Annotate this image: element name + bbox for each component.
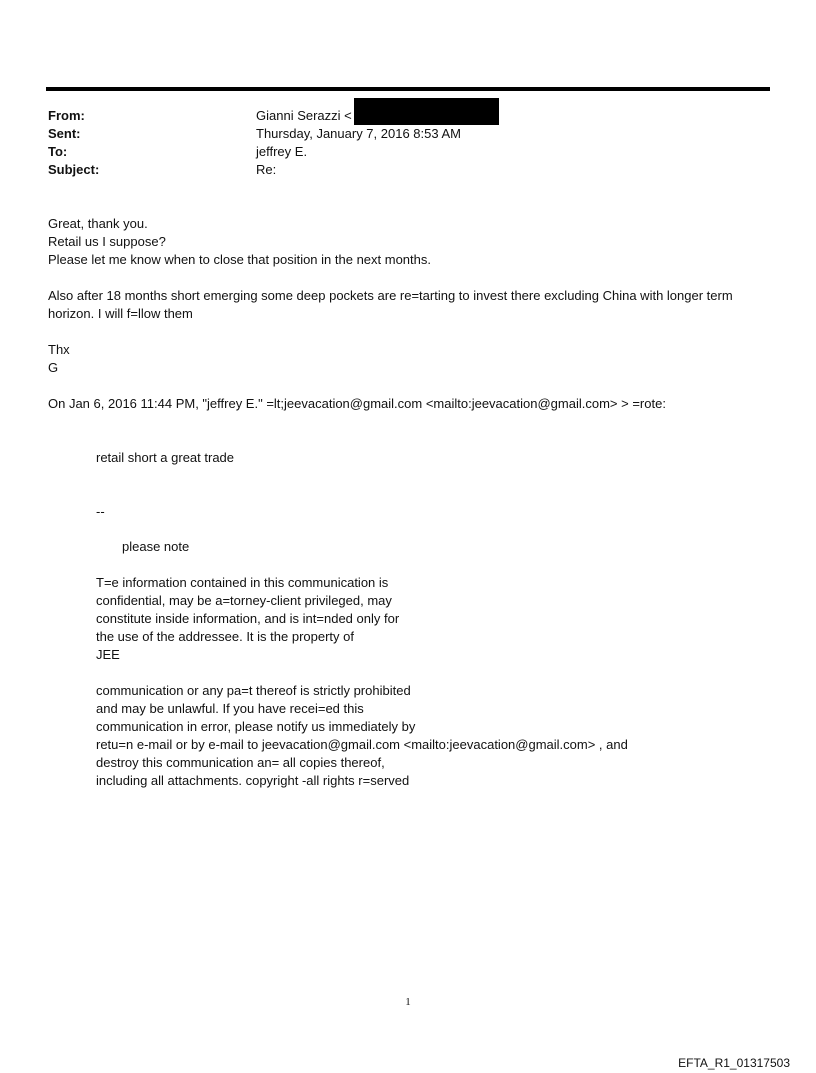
quoted-message: retail short a great trade [96, 450, 235, 465]
redaction-box [354, 98, 499, 125]
body-line: Great, thank you. [48, 216, 148, 231]
notice-line: the use of the addressee. It is the property of [96, 629, 354, 644]
notice-line: communication or any pa=t thereof is strictly prohibited [96, 683, 411, 698]
from-label: From: [48, 108, 85, 123]
subject-label: Subject: [48, 162, 100, 177]
body-line: Please let me know when to close that position in the next months. [48, 252, 431, 267]
notice-line: JEE [96, 647, 120, 662]
notice-line: confidential, may be a=torney-client privileged, may [96, 593, 392, 608]
quote-header: On Jan 6, 2016 11:44 PM, "jeffrey E." =lt;jeevacation@gmail.com <mailto:jeevacation@gmail.com> > =rote: [48, 396, 666, 411]
page-number: 1 [405, 996, 411, 1008]
to-value: jeffrey E. [256, 144, 308, 159]
subject-value: Re: [256, 162, 277, 177]
sent-value: Thursday, January 7, 2016 8:53 AM [256, 126, 461, 141]
please-note: please note [122, 539, 190, 554]
notice-line: T=e information contained in this communication is [96, 575, 389, 590]
notice-line: and may be unlawful. If you have recei=ed this [96, 701, 364, 716]
notice-line: retu=n e-mail or by e-mail to jeevacation@gmail.com <mailto:jeevacation@gmail.com> , and [96, 737, 628, 752]
signature-separator: -- [96, 504, 105, 519]
notice-line: destroy this communication an= all copies thereof, [96, 755, 385, 770]
notice-line: constitute inside information, and is int=nded only for [96, 611, 400, 626]
notice-line: including all attachments. copyright -all rights r=served [96, 773, 410, 788]
notice-line: communication in error, please notify us immediately by [96, 719, 416, 734]
from-value: Gianni Serazzi < [256, 108, 352, 123]
to-label: To: [48, 144, 68, 159]
body-paragraph-line: Also after 18 months short emerging some deep pockets are re=tarting to invest there excluding China with longer term [48, 288, 733, 303]
header-rule [46, 87, 770, 91]
sent-label: Sent: [48, 126, 81, 141]
signoff-initial: G [48, 360, 59, 375]
signoff-thx: Thx [48, 342, 70, 357]
body-paragraph-line: horizon. I will f=llow them [48, 306, 193, 321]
document-id: EFTA_R1_01317503 [678, 1056, 790, 1070]
body-line: Retail us I suppose? [48, 234, 166, 249]
